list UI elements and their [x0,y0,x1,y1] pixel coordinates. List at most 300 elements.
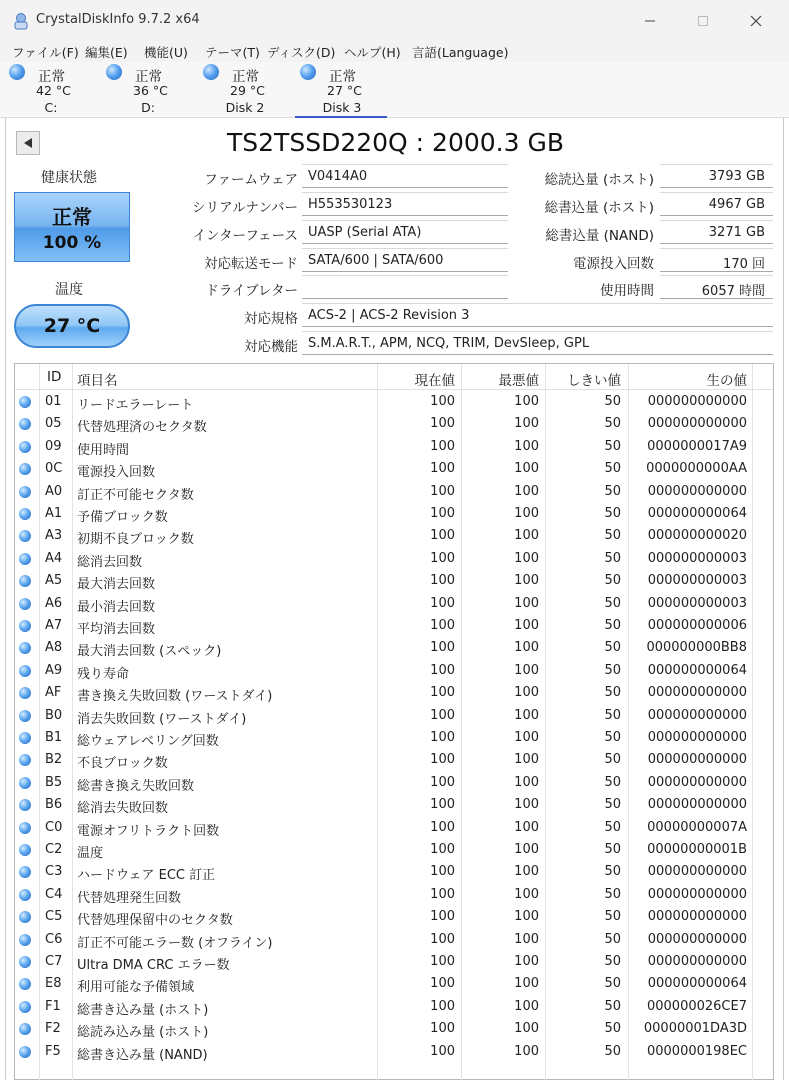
threshold-value: 50 [604,1021,621,1037]
status-dot-icon [19,396,31,408]
threshold-value: 50 [604,909,621,925]
disk-status: 正常 [329,69,356,85]
attribute-id: B6 [45,797,63,813]
serial-value: H553530123 [302,192,508,216]
attribute-id: A4 [45,550,63,566]
attribute-id: A9 [45,662,63,678]
status-dot-icon [19,799,31,811]
attribute-id: C5 [45,909,63,925]
table-row[interactable] [15,660,773,682]
disk-status: 正常 [232,69,259,85]
status-dot-icon [19,418,31,430]
minimize-button[interactable] [627,6,673,36]
worst-value: 100 [514,909,539,925]
attribute-name: 代替処理発生回数 [77,890,182,906]
attribute-id: AF [45,685,62,701]
status-dot-icon [9,64,25,80]
attribute-name: 残り寿命 [77,666,130,682]
raw-value: 0000000000AA [646,461,747,477]
standard-label: 対応規格 [244,311,298,327]
attribute-name: 総書き換え失敗回数 [77,778,195,794]
raw-value: 000000000000 [647,707,747,723]
worst-value: 100 [514,976,539,992]
attribute-id: A5 [45,573,63,589]
table-row[interactable] [15,436,773,458]
status-dot-icon [19,575,31,587]
threshold-value: 50 [604,483,621,499]
status-dot-icon [19,463,31,475]
threshold-value: 50 [604,886,621,902]
raw-value: 000000000064 [647,662,747,678]
attribute-id: A0 [45,483,63,499]
attribute-name: 訂正不可能エラー数 (オフライン) [77,935,273,951]
health-status: 正常 [52,205,92,229]
close-button[interactable] [733,6,779,36]
table-row[interactable] [15,705,773,727]
maximize-button[interactable] [680,6,726,36]
attribute-name: 電源投入回数 [77,465,156,481]
worst-value: 100 [514,1021,539,1037]
disk-tab-c[interactable] [4,62,96,118]
disk-temp: 42 °C [36,83,71,98]
worst-value: 100 [514,685,539,701]
host-writes-label: 総書込量 (ホスト) [544,200,654,216]
current-value: 100 [430,998,455,1014]
status-dot-icon [19,934,31,946]
table-row[interactable] [15,1018,773,1040]
current-value: 100 [430,976,455,992]
attribute-name: 電源オフリトラクト回数 [77,823,220,839]
table-row[interactable] [15,413,773,435]
table-row[interactable] [15,884,773,906]
threshold-value: 50 [604,528,621,544]
current-value: 100 [430,573,455,589]
status-dot-icon [19,508,31,520]
status-dot-icon [19,978,31,990]
attribute-id: A3 [45,528,63,544]
health-label: 健康状態 [41,170,97,186]
attribute-name: 予備ブロック数 [77,510,168,525]
table-row[interactable] [15,481,773,503]
status-dot-icon [19,530,31,542]
attribute-name: 書き換え失敗回数 (ワーストダイ) [77,689,273,705]
threshold-value: 50 [604,461,621,477]
table-row[interactable] [15,861,773,883]
status-dot-icon [19,642,31,654]
worst-value: 100 [514,954,539,969]
menu-bar [0,40,789,62]
interface-value: UASP (Serial ATA) [302,220,508,244]
table-row[interactable] [15,682,773,704]
attribute-id: 05 [45,416,62,432]
host-reads-value: 3793 GB [660,164,773,188]
table-row[interactable] [15,794,773,816]
attribute-id: 09 [45,438,62,454]
threshold-value: 50 [604,976,621,992]
status-dot-icon [19,844,31,856]
temperature-value: 27 °C [43,315,101,337]
threshold-value: 50 [604,640,621,656]
attribute-id: C3 [45,864,63,880]
raw-value: 000000000000 [647,483,747,499]
worst-value: 100 [514,550,539,566]
menu-help[interactable]: ヘルプ(H) [344,45,401,60]
worst-value: 100 [514,394,539,409]
worst-value: 100 [514,707,539,723]
attribute-name: リードエラーレート [77,398,194,413]
header-id[interactable]: ID [47,369,62,385]
title-bar [0,0,789,40]
raw-value: 000000000000 [647,730,747,745]
worst-value: 100 [514,618,539,633]
menu-function[interactable]: 機能(U) [144,45,188,60]
threshold-value: 50 [604,438,621,454]
raw-value: 000000000000 [647,685,747,701]
attribute-id: E8 [45,976,62,992]
attribute-id: B1 [45,730,63,745]
disk-tab-d[interactable] [101,62,193,118]
raw-value: 000000000000 [647,752,747,768]
attribute-name: 使用時間 [77,442,130,458]
attribute-id: C4 [45,886,63,902]
disk-name: C: [44,100,58,115]
attribute-name: 総書き込み量 (NAND) [77,1047,208,1063]
disk-name: Disk 3 [322,100,362,115]
disk-temp: 27 °C [327,83,362,98]
raw-value: 00000000001B [647,842,747,857]
temperature-box[interactable] [14,304,130,348]
attribute-name: 代替処理保留中のセクタ数 [77,913,233,929]
status-dot-icon [19,687,31,699]
health-status-box[interactable] [14,192,130,262]
threshold-value: 50 [604,842,621,857]
threshold-value: 50 [604,730,621,745]
table-row[interactable] [15,749,773,771]
table-row[interactable] [15,996,773,1018]
table-row[interactable] [15,391,773,413]
attribute-name: 最小消去回数 [77,599,156,615]
table-row[interactable] [15,973,773,995]
attribute-id: A8 [45,640,63,656]
table-row[interactable] [15,503,773,525]
table-row[interactable] [15,906,773,928]
raw-value: 000000000006 [647,618,747,633]
attribute-name: 総読み込み量 (ホスト) [77,1025,209,1041]
current-value: 100 [430,550,455,566]
disk-name: Disk 2 [225,100,265,115]
smart-table[interactable] [14,363,774,1080]
status-dot-icon [19,754,31,766]
raw-value: 000000026CE7 [646,998,747,1014]
threshold-value: 50 [604,685,621,701]
attribute-id: A6 [45,595,63,611]
attribute-name: ハードウェア ECC 訂正 [77,868,216,884]
host-reads-label: 総読込量 (ホスト) [544,172,654,188]
current-value: 100 [430,707,455,723]
smart-table-header [15,364,773,390]
attribute-name: 平均消去回数 [77,622,156,637]
current-value: 100 [430,774,455,790]
table-row[interactable] [15,637,773,659]
raw-value: 000000000000 [647,954,747,969]
worst-value: 100 [514,640,539,656]
disk-status: 正常 [38,69,65,85]
attribute-name: 総消去失敗回数 [77,801,169,817]
status-dot-icon [300,64,316,80]
header-current[interactable]: 現在値 [414,373,455,389]
disk-status: 正常 [135,69,162,85]
interface-label: インターフェース [192,228,298,244]
status-dot-icon [19,732,31,744]
worst-value: 100 [514,998,539,1014]
power-on-count-label: 電源投入回数 [573,256,654,272]
status-dot-icon [19,822,31,834]
threshold-value: 50 [604,662,621,678]
status-dot-icon [19,441,31,453]
status-dot-icon [19,553,31,565]
status-dot-icon [19,777,31,789]
current-value: 100 [430,506,455,521]
current-value: 100 [430,819,455,835]
attribute-id: B0 [45,707,63,723]
header-raw[interactable]: 生の値 [706,373,747,389]
current-value: 100 [430,864,455,880]
health-percent: 100 % [42,233,102,253]
raw-value: 000000000064 [647,976,747,992]
current-value: 100 [430,842,455,857]
maximize-icon [697,15,709,27]
current-value: 100 [430,752,455,768]
current-value: 100 [430,1021,455,1037]
main-panel [5,118,784,1080]
attribute-id: 01 [45,394,62,409]
worst-value: 100 [514,461,539,477]
threshold-value: 50 [604,864,621,880]
worst-value: 100 [514,886,539,902]
drive-letter-value [302,275,508,299]
disk-temp: 36 °C [133,83,168,98]
attribute-name: 消去失敗回数 (ワーストダイ) [77,711,247,727]
current-value: 100 [430,461,455,477]
table-row[interactable] [15,1041,773,1063]
table-row[interactable] [15,951,773,973]
table-row[interactable] [15,548,773,570]
status-dot-icon [19,620,31,632]
table-row[interactable] [15,817,773,839]
attribute-id: B2 [45,752,63,768]
status-dot-icon [19,866,31,878]
worst-value: 100 [514,506,539,521]
worst-value: 100 [514,842,539,857]
raw-value: 000000000003 [647,573,747,589]
threshold-value: 50 [604,394,621,409]
transfer-mode-label: 対応転送モード [204,256,298,272]
raw-value: 000000000000 [647,416,747,432]
worst-value: 100 [514,752,539,768]
disk-tab-disk2[interactable] [198,62,290,118]
worst-value: 100 [514,1043,539,1059]
table-row[interactable] [15,570,773,592]
disk-name: D: [141,100,155,115]
threshold-value: 50 [604,416,621,432]
status-dot-icon [19,911,31,923]
threshold-value: 50 [604,797,621,813]
attribute-id: F1 [45,998,61,1014]
app-icon [12,12,30,30]
current-value: 100 [430,528,455,544]
status-dot-icon [19,956,31,968]
features-value: S.M.A.R.T., APM, NCQ, TRIM, DevSleep, GPL [302,331,773,355]
attribute-name: 総消去回数 [77,554,143,570]
worst-value: 100 [514,797,539,813]
menu-language[interactable]: 言語(Language) [412,45,509,60]
serial-label: シリアルナンバー [192,200,298,216]
host-writes-value: 4967 GB [660,192,773,216]
status-dot-icon [19,486,31,498]
disk-temp: 29 °C [230,83,265,98]
attribute-name: 総ウェアレベリング回数 [77,734,219,749]
disk-selector-bar [0,62,789,118]
raw-value: 000000000020 [647,528,747,544]
current-value: 100 [430,909,455,925]
threshold-value: 50 [604,774,621,790]
table-row[interactable] [15,458,773,480]
attribute-id: A1 [45,506,63,521]
raw-value: 000000000000 [647,774,747,790]
current-value: 100 [430,662,455,678]
power-on-hours-label: 使用時間 [600,283,654,299]
table-row[interactable] [15,839,773,861]
threshold-value: 50 [604,1043,621,1059]
current-value: 100 [430,618,455,633]
threshold-value: 50 [604,707,621,723]
worst-value: 100 [514,595,539,611]
worst-value: 100 [514,774,539,790]
close-icon [749,14,763,28]
attribute-name: 最大消去回数 [77,577,156,593]
worst-value: 100 [514,528,539,544]
raw-value: 000000000000 [647,931,747,947]
firmware-label: ファームウェア [204,172,298,188]
menu-disk[interactable]: ディスク(D) [267,45,336,60]
worst-value: 100 [514,864,539,880]
attribute-name: 不良ブロック数 [77,756,168,772]
threshold-value: 50 [604,931,621,947]
worst-value: 100 [514,931,539,947]
header-name[interactable]: 項目名 [77,373,118,389]
raw-value: 000000000003 [647,550,747,566]
attribute-id: C2 [45,842,63,857]
raw-value: 0000000198EC [646,1043,747,1059]
attribute-id: F2 [45,1021,61,1037]
raw-value: 000000000064 [647,506,747,521]
threshold-value: 50 [604,595,621,611]
attribute-name: 訂正不可能セクタ数 [77,487,194,503]
worst-value: 100 [514,819,539,835]
worst-value: 100 [514,730,539,745]
drive-title: TS2TSSD220Q : 2000.3 GB [227,128,564,157]
standard-value: ACS-2 | ACS-2 Revision 3 [302,303,773,327]
attribute-name: 温度 [77,846,104,861]
status-dot-icon [203,64,219,80]
current-value: 100 [430,595,455,611]
attribute-id: C7 [45,954,63,969]
minimize-icon [644,15,656,27]
raw-value: 000000000000 [647,394,747,409]
attribute-name: 利用可能な予備領域 [77,980,195,996]
status-dot-icon [19,665,31,677]
current-value: 100 [430,394,455,409]
table-row[interactable] [15,593,773,615]
threshold-value: 50 [604,506,621,521]
status-dot-icon [19,1046,31,1058]
status-dot-icon [19,1023,31,1035]
attribute-name: 最大消去回数 (スペック) [77,644,222,660]
threshold-value: 50 [604,998,621,1014]
raw-value: 0000000017A9 [647,438,747,454]
current-value: 100 [430,640,455,656]
raw-value: 000000000000 [647,864,747,880]
transfer-mode-value: SATA/600 | SATA/600 [302,248,508,272]
status-dot-icon [19,889,31,901]
threshold-value: 50 [604,550,621,566]
raw-value: 000000000000 [647,909,747,925]
menu-theme[interactable]: テーマ(T) [205,45,260,60]
nand-writes-value: 3271 GB [660,220,773,244]
features-label: 対応機能 [244,339,298,355]
worst-value: 100 [514,662,539,678]
header-threshold[interactable]: しきい値 [567,373,621,389]
current-value: 100 [430,1043,455,1059]
current-value: 100 [430,685,455,701]
current-value: 100 [430,954,455,969]
worst-value: 100 [514,573,539,589]
attribute-id: A7 [45,618,63,633]
status-dot-icon [19,710,31,722]
disk-tab-disk3[interactable] [295,62,387,118]
attribute-name: 代替処理済のセクタ数 [77,420,207,436]
nand-writes-label: 総書込量 (NAND) [545,228,654,244]
power-on-count-value: 170 回 [660,248,773,272]
worst-value: 100 [514,438,539,454]
table-row[interactable] [15,772,773,794]
attribute-name: Ultra DMA CRC エラー数 [77,958,230,973]
current-value: 100 [430,438,455,454]
current-value: 100 [430,416,455,432]
threshold-value: 50 [604,573,621,589]
attribute-name: 総書き込み量 (ホスト) [77,1002,209,1018]
table-row[interactable] [15,615,773,637]
table-row[interactable] [15,525,773,547]
table-row[interactable] [15,929,773,951]
drive-letter-label: ドライブレター [205,283,298,299]
raw-value: 000000000003 [647,595,747,611]
raw-value: 00000001DA3D [643,1021,747,1037]
window-title: CrystalDiskInfo 9.7.2 x64 [36,12,200,27]
threshold-value: 50 [604,819,621,835]
threshold-value: 50 [604,954,621,969]
current-value: 100 [430,483,455,499]
header-worst[interactable]: 最悪値 [498,373,539,389]
threshold-value: 50 [604,618,621,633]
temperature-label: 温度 [55,282,83,298]
current-value: 100 [430,797,455,813]
table-row[interactable] [15,727,773,749]
menu-file[interactable]: ファイル(F) [12,45,79,60]
raw-value: 000000000BB8 [646,640,747,656]
current-value: 100 [430,730,455,745]
menu-edit[interactable]: 編集(E) [85,45,128,60]
